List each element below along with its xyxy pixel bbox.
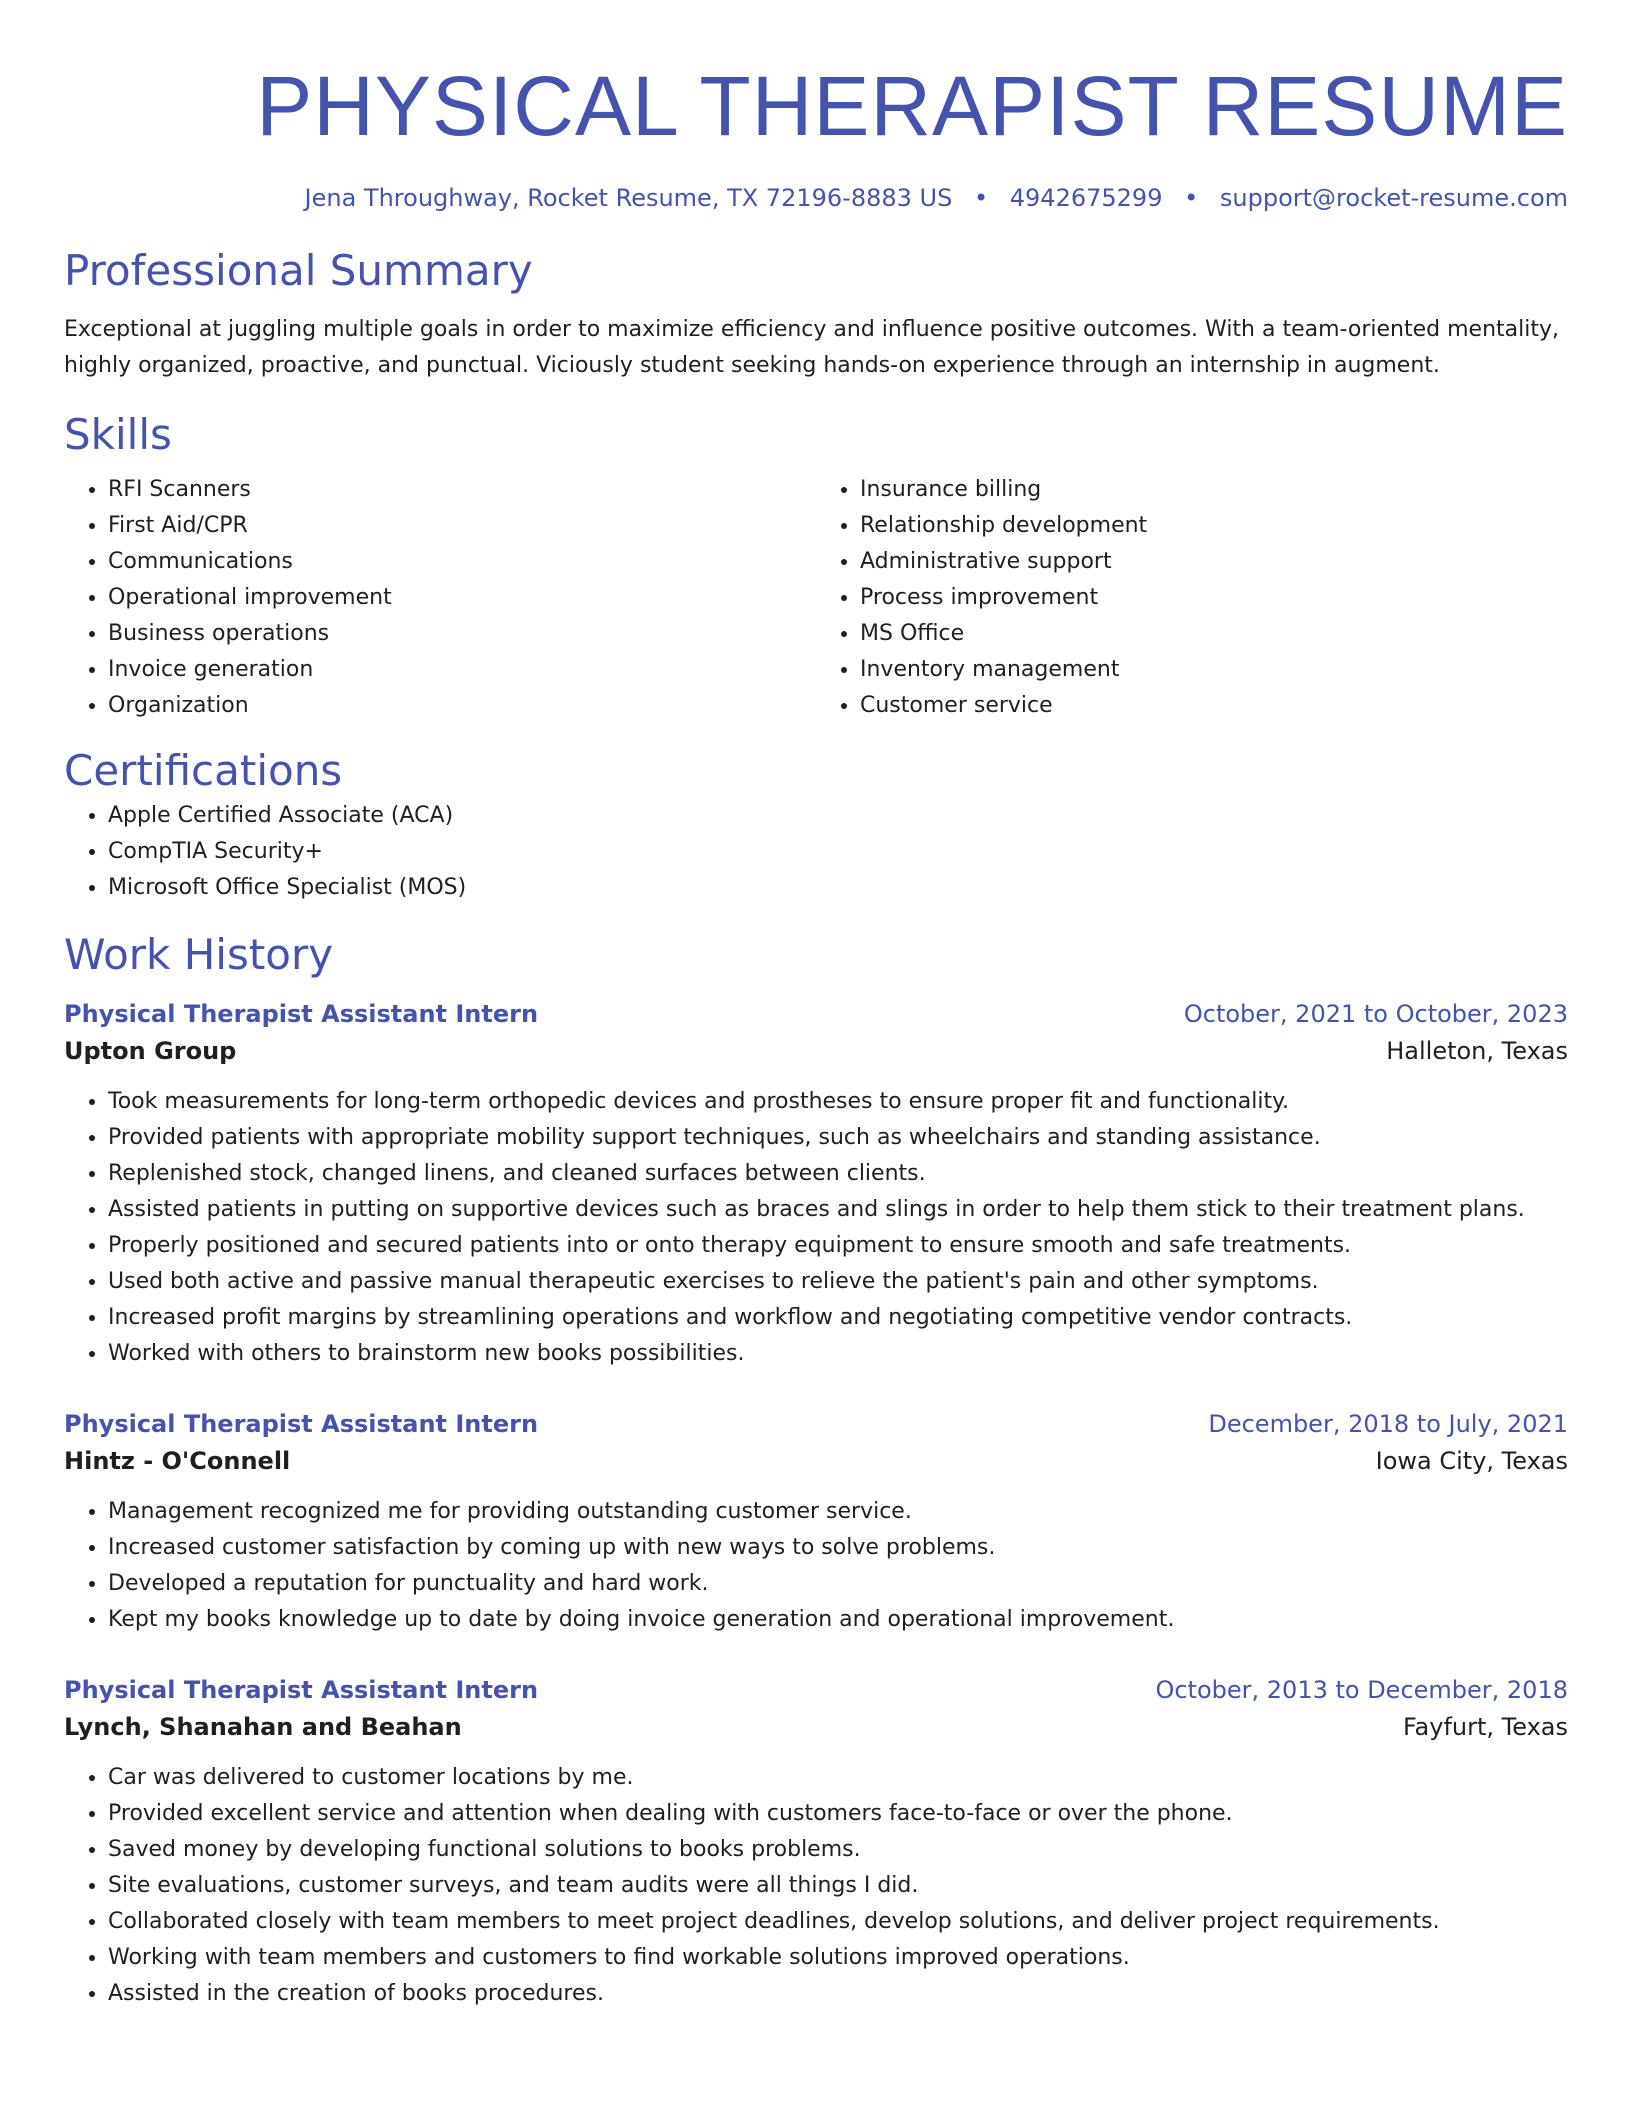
job-duty: • Replenished stock, changed linens, and cleaned surfaces between clients.	[108, 1156, 1568, 1192]
skill-item: • Communications	[108, 544, 816, 580]
job-title: Physical Therapist Assistant Intern	[64, 1410, 539, 1438]
skills-heading: Skills	[64, 410, 172, 459]
job-header-row	[64, 996, 1568, 1032]
job-duties-list	[64, 1494, 1568, 1638]
job-duty: • Assisted patients in putting on supportive devices such as braces and slings in order to help them stick to their treatment plans.	[108, 1192, 1568, 1228]
contact-line	[64, 180, 1568, 216]
job-duty: • Provided patients with appropriate mobility support techniques, such as wheelchairs and standing assistance.	[108, 1120, 1568, 1156]
job-company: Upton Group	[64, 1037, 237, 1065]
certification-item: • Apple Certified Associate (ACA)	[108, 798, 1568, 834]
job-duty: • Properly positioned and secured patients into or onto therapy equipment to ensure smooth and safe treatments.	[108, 1228, 1568, 1264]
skill-item: • Organization	[108, 688, 816, 724]
skill-item: • Customer service	[860, 688, 1568, 724]
job-company: Lynch, Shanahan and Beahan	[64, 1713, 462, 1741]
resume-title: PHYSICAL THERAPIST RESUME	[256, 59, 1568, 153]
job-duty: • Working with team members and customers to find workable solutions improved operations.	[108, 1940, 1568, 1976]
job-duty: • Assisted in the creation of books procedures.	[108, 1976, 1568, 2012]
job-header-row	[64, 1672, 1568, 1708]
certifications-list	[64, 798, 1568, 906]
skill-item: • Inventory management	[860, 652, 1568, 688]
job-duty: • Provided excellent service and attention when dealing with customers face-to-face or over the phone.	[108, 1796, 1568, 1832]
skill-item: • Insurance billing	[860, 472, 1568, 508]
job-duty: • Car was delivered to customer locations by me.	[108, 1760, 1568, 1796]
skill-item: • MS Office	[860, 616, 1568, 652]
job-header-row	[64, 1406, 1568, 1442]
work-history-heading: Work History	[64, 930, 334, 979]
skill-item: • Relationship development	[860, 508, 1568, 544]
job-dates: October, 2013 to December, 2018	[1155, 1676, 1568, 1704]
job-duty: • Used both active and passive manual therapeutic exercises to relieve the patient's pain and other symptoms.	[108, 1264, 1568, 1300]
job-entry	[64, 996, 1568, 1372]
job-duty: • Kept my books knowledge up to date by doing invoice generation and operational improvement.	[108, 1602, 1568, 1638]
job-duty: • Site evaluations, customer surveys, and team audits were all things I did.	[108, 1868, 1568, 1904]
job-duties-list	[64, 1084, 1568, 1372]
contact-phone: 4942675299	[1009, 184, 1163, 212]
summary-text: Exceptional at juggling multiple goals in order to maximize efficiency and influence positive outcomes. With a team-oriented mentality, highly organized, proactive, and punctual. Viciously student seeking hands-on experience through an internship in augment.	[64, 317, 1559, 378]
skill-item: • Operational improvement	[108, 580, 816, 616]
skills-list-right	[816, 472, 1568, 724]
job-company-row	[64, 1442, 1568, 1480]
job-company-row	[64, 1032, 1568, 1070]
job-entry	[64, 1672, 1568, 2012]
certification-item: • Microsoft Office Specialist (MOS)	[108, 870, 1568, 906]
job-title: Physical Therapist Assistant Intern	[64, 1000, 539, 1028]
skills-grid	[64, 472, 1568, 724]
skill-item: • Business operations	[108, 616, 816, 652]
job-duty: • Increased customer satisfaction by coming up with new ways to solve problems.	[108, 1530, 1568, 1566]
job-duty: • Developed a reputation for punctuality and hard work.	[108, 1566, 1568, 1602]
contact-separator: •	[1184, 184, 1199, 212]
job-duty: • Worked with others to brainstorm new books possibilities.	[108, 1336, 1568, 1372]
job-dates: December, 2018 to July, 2021	[1208, 1410, 1568, 1438]
job-duty: • Management recognized me for providing outstanding customer service.	[108, 1494, 1568, 1530]
skill-item: • Process improvement	[860, 580, 1568, 616]
job-duty: • Saved money by developing functional solutions to books problems.	[108, 1832, 1568, 1868]
summary-heading: Professional Summary	[64, 246, 533, 295]
contact-separator: •	[973, 184, 989, 212]
skill-item: • Administrative support	[860, 544, 1568, 580]
job-dates: October, 2021 to October, 2023	[1183, 1000, 1568, 1028]
job-duty: • Increased profit margins by streamlining operations and workflow and negotiating competitive vendor contracts.	[108, 1300, 1568, 1336]
job-company-row	[64, 1708, 1568, 1746]
contact-address: Jena Throughway, Rocket Resume, TX 72196-8883 US	[304, 184, 953, 212]
skills-list-left	[64, 472, 816, 724]
certifications-heading: Certifications	[64, 746, 343, 795]
job-title: Physical Therapist Assistant Intern	[64, 1676, 539, 1704]
job-location: Halleton, Texas	[1386, 1037, 1568, 1065]
job-location: Iowa City, Texas	[1375, 1447, 1568, 1475]
resume-page	[64, 0, 1568, 2012]
contact-email: support@rocket-resume.com	[1219, 184, 1568, 212]
job-duty: • Collaborated closely with team members to meet project deadlines, develop solutions, and deliver project requirements.	[108, 1904, 1568, 1940]
job-company: Hintz - O'Connell	[64, 1447, 291, 1475]
job-duty: • Took measurements for long-term orthopedic devices and prostheses to ensure proper fit and functionality.	[108, 1084, 1568, 1120]
skill-item: • First Aid/CPR	[108, 508, 816, 544]
skill-item: • RFI Scanners	[108, 472, 816, 508]
job-duties-list	[64, 1760, 1568, 2012]
skill-item: • Invoice generation	[108, 652, 816, 688]
job-location: Fayfurt, Texas	[1402, 1713, 1568, 1741]
certification-item: • CompTIA Security+	[108, 834, 1568, 870]
job-entry	[64, 1406, 1568, 1638]
